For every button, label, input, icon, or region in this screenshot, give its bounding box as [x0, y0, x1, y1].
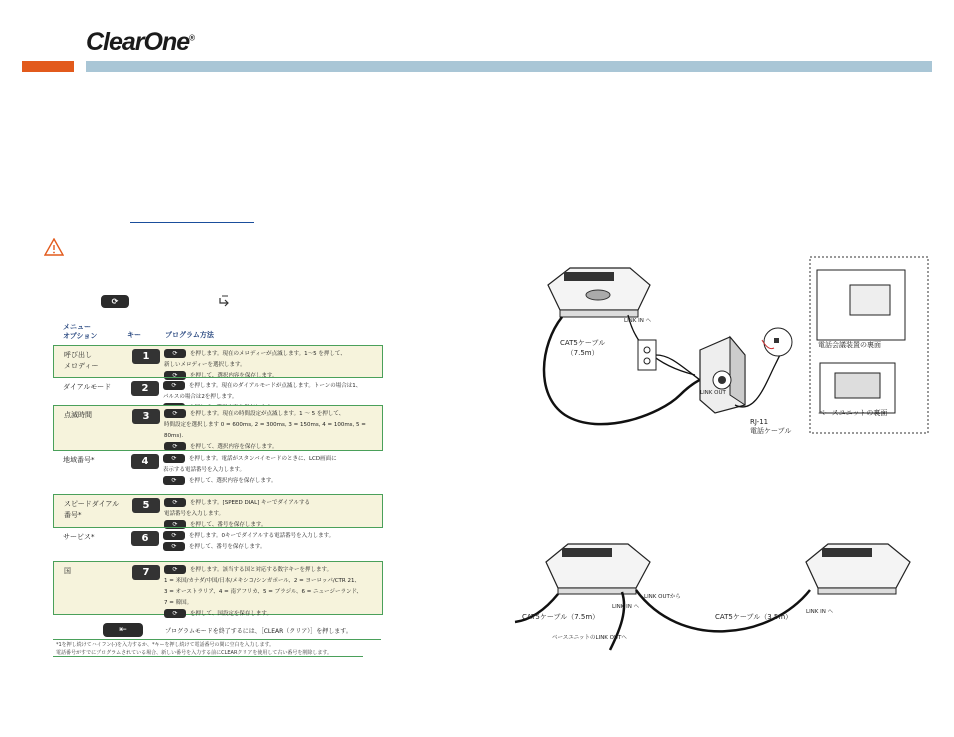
- menu-option-label: スピードダイアル 番号*: [64, 500, 120, 519]
- program-key-icon: ⟳: [163, 454, 185, 463]
- d2-link-out: LINK OUTから: [644, 594, 681, 600]
- header-bar: [86, 61, 932, 72]
- program-key-icon: ⟳: [163, 542, 185, 551]
- method-line: を押して、番号を保存します。: [190, 522, 267, 528]
- menu-option-label: ダイアルモード: [63, 383, 112, 391]
- header-key: キー: [127, 331, 141, 339]
- method-line: 時間設定を選択します 0 = 600ms, 2 = 300ms, 3 = 150ms, 4 = 100ms, 5 = 80ms).: [164, 422, 366, 439]
- number-key-icon: 5: [132, 498, 160, 513]
- method-line: 3 = オーストラリア、4 = 南アフリカ、5 = ブラジル、6 = ニュージーランド、: [164, 589, 363, 595]
- method-line: を押して、選択内容を保存します。: [189, 478, 277, 484]
- method-line: 1 = 米国/カナダ/中国/日本/メキシコ/シンガポール、2 = ヨーロッパ/CTR 21、: [164, 578, 360, 584]
- method-line: を押します。[SPEED DIAL] キーでダイアルする: [190, 500, 311, 506]
- exit-key-icon: ⇤: [103, 623, 143, 637]
- table-row: [53, 405, 383, 451]
- footnote-1: *1を押し続けてハイフン(-)を入力するか、*キーを押し続けて電話番号の間に空白を入力します。: [56, 642, 275, 648]
- table-row: [53, 450, 381, 495]
- table-row: [53, 494, 383, 528]
- program-method: [164, 565, 380, 620]
- table-row: [53, 345, 383, 378]
- method-line: 7 = 韓国。: [164, 600, 193, 606]
- number-key-icon: 6: [131, 531, 159, 546]
- table-divider: [53, 639, 381, 640]
- method-line: を押します。現在の時間設定が点滅します。1 ～ 5 を押して、: [190, 411, 345, 417]
- menu-option-label: 呼び出し メロディー: [64, 351, 99, 370]
- link-underline[interactable]: [130, 222, 254, 223]
- program-key-icon: ⟳: [164, 565, 186, 574]
- program-method: [164, 409, 380, 453]
- program-key-icon: ⟳: [101, 295, 129, 308]
- program-key-icon: ⟳: [164, 520, 186, 529]
- program-method: [163, 454, 379, 487]
- table-row: [53, 377, 381, 406]
- number-key-icon: 7: [132, 565, 160, 580]
- program-key-icon: ⟳: [163, 476, 185, 485]
- program-key-icon: ⟳: [164, 349, 186, 358]
- table-row: [53, 527, 381, 562]
- number-key-icon: 1: [132, 349, 160, 364]
- clearone-logo: [86, 28, 194, 57]
- d1-link-out: LINK OUT: [700, 390, 726, 396]
- method-line: を押します。電話がスタンバイモードのときに、LCD画面に: [189, 456, 337, 462]
- conference-phone-1: [548, 268, 650, 317]
- menu-option-label: サービス*: [63, 533, 95, 541]
- conference-phone-3: [806, 544, 910, 594]
- program-key-icon: ⟳: [164, 409, 186, 418]
- d2-link-in-2: LINK IN へ: [806, 609, 834, 615]
- exit-text: プログラムモードを終了するには、［CLEAR（クリア）］を押します。: [165, 628, 352, 635]
- method-line: 電話番号を入力します。: [164, 511, 225, 517]
- header-option: メニュー オプション: [63, 323, 98, 340]
- brand-name: ClearOne: [86, 28, 190, 56]
- method-line: を押します。現在のダイアルモードが点滅します。トーンの場合は1、: [189, 383, 362, 389]
- method-line: を押して、選択内容を保存します。: [190, 373, 278, 379]
- method-line: を押します。該当する国と対応する数字キーを押します。: [190, 567, 333, 573]
- method-line: を押します。0キーでダイアルする電話番号を入力します。: [189, 533, 335, 539]
- d1-link-in: LINK IN へ: [624, 318, 652, 324]
- method-line: を押して、選択内容を保存します。: [190, 444, 278, 450]
- d2-base-caption: ベースユニットのLINK OUTへ: [552, 635, 627, 641]
- enter-arrow-icon: [218, 294, 232, 308]
- footnote-2: 電話番号がすでにプログラムされている場合、新しい番号を入力する前にCLEARクリアを使用して古い番号を削除します。: [56, 650, 333, 656]
- warning-icon: [44, 238, 64, 256]
- menu-option-label: 地域番号*: [63, 456, 95, 464]
- program-key-icon: ⟳: [164, 609, 186, 618]
- d1-inset-bottom-caption: ベースユニットの裏面: [818, 409, 888, 417]
- number-key-icon: 3: [132, 409, 160, 424]
- d2-link-in-1: LINK IN へ: [612, 604, 640, 610]
- d1-inset-top-caption: 電話会議装置の裏面: [818, 341, 881, 349]
- method-line: 表示する電話番号を入力します。: [163, 467, 246, 473]
- d1-rj11-label: RJ-11 電話ケーブル: [750, 418, 792, 435]
- method-line: パルスの場合は2を押します。: [163, 394, 238, 400]
- method-line: を押して、国設定を保存します。: [190, 611, 272, 617]
- program-key-icon: ⟳: [163, 531, 185, 540]
- program-key-icon: ⟳: [164, 371, 186, 380]
- method-line: を押して、番号を保存します。: [189, 544, 266, 550]
- d2-cat5-a: CAT5ケーブル（7.5m）: [522, 613, 600, 621]
- header-accent-bar: [22, 61, 74, 72]
- number-key-icon: 4: [131, 454, 159, 469]
- program-key-icon: ⟳: [164, 442, 186, 451]
- menu-option-label: 点滅時間: [64, 411, 92, 419]
- header-method: プログラム方法: [165, 331, 214, 339]
- number-key-icon: 2: [131, 381, 159, 396]
- method-line: 新しいメロディーを選択します。: [164, 362, 246, 368]
- d2-cat5-b: CAT5ケーブル（3.5m）: [715, 613, 793, 621]
- program-key-icon: ⟳: [163, 381, 185, 390]
- table-row: [53, 561, 383, 615]
- d1-cat5-label: CAT5ケーブル （7.5m）: [560, 339, 606, 357]
- table-divider-bottom: [53, 656, 363, 657]
- method-line: を押します。現在のメロディーが点滅します。1～5 を押して、: [190, 351, 346, 357]
- program-key-icon: ⟳: [164, 498, 186, 507]
- program-method: [163, 531, 379, 553]
- conference-phone-2: [546, 544, 650, 594]
- registered-mark: ®: [189, 33, 195, 43]
- menu-option-label: 国: [64, 567, 71, 575]
